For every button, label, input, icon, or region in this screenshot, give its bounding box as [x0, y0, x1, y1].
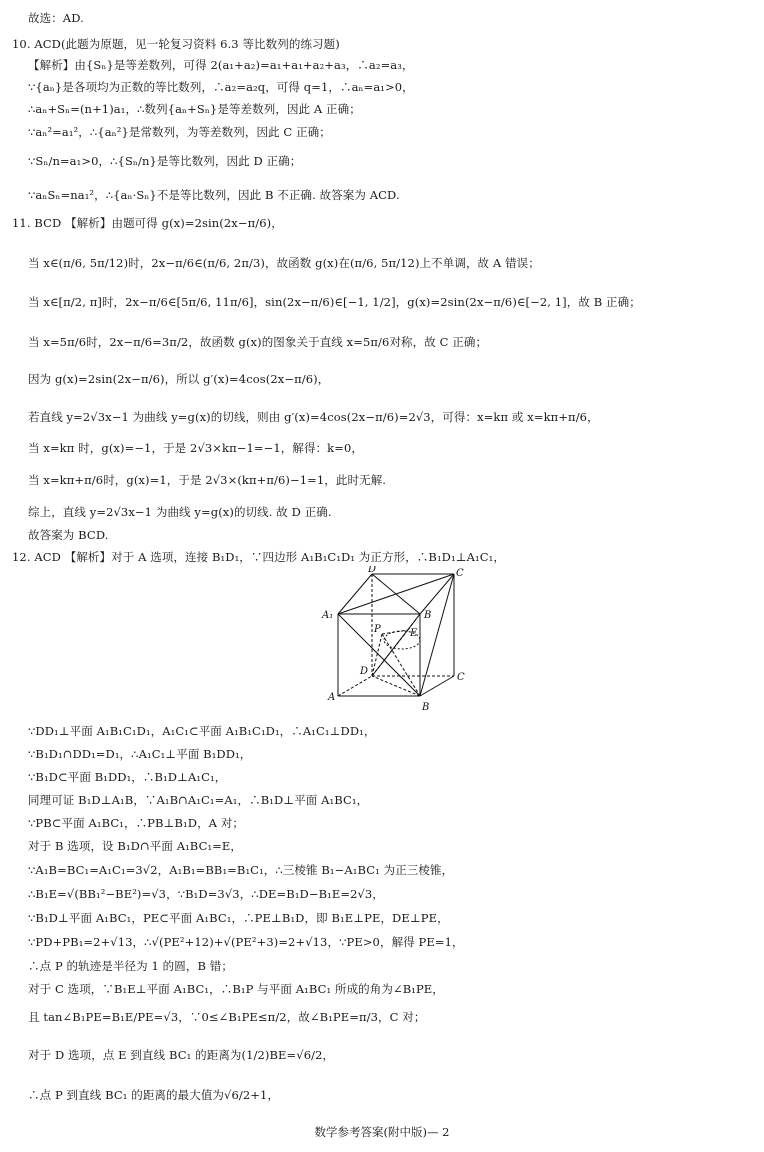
text-line: 当 x=kπ 时，g(x)=−1，于是 2√3×kπ−1=−1，解得：k=0， [28, 441, 364, 455]
cube-figure [318, 566, 468, 716]
text-line: 当 x∈(π/6, 5π/12)时，2x−π/6∈(π/6, 2π/3)，故函数 g(x)在(π/6, 5π/12)上不单调，故 A 错误； [28, 256, 540, 270]
question-10-header: 10. ACD(此题为原题，见一轮复习资料 6.3 等比数列的练习题) [12, 37, 340, 51]
text-line: 当 x=kπ+π/6时，g(x)=1，于是 2√3×(kπ+π/6)−1=1，此时无解. [28, 473, 387, 487]
text-line: ∵A₁B=BC₁=A₁C₁=3√2，A₁B₁=BB₁=B₁C₁，∴三棱锥 B₁−A₁BC₁ 为正三棱锥， [28, 863, 454, 877]
vertex-label-b: B [422, 702, 430, 713]
text-line: 因为 g(x)=2sin(2x−π/6)，所以 g′(x)=4cos(2x−π/6)， [28, 372, 330, 386]
text-line: 综上，直线 y=2√3x−1 为曲线 y=g(x)的切线. 故 D 正确. [28, 505, 332, 519]
text-line: ∵aₙ²=a₁²，∴{aₙ²}是常数列，为等差数列，因此 C 正确； [28, 125, 331, 139]
text-line: 【解析】由{Sₙ}是等差数列，可得 2(a₁+a₂)=a₁+a₁+a₂+a₃，∴a₂=a₃， [28, 58, 414, 72]
text-line: 对于 B 选项，设 B₁D∩平面 A₁BC₁=E， [28, 839, 243, 853]
vertex-label-a1: A₁ [322, 610, 334, 621]
vertex-label-d: D [360, 666, 369, 677]
text-line: ∵B₁D⊥平面 A₁BC₁，PE⊂平面 A₁BC₁，∴PE⊥B₁D，即 B₁E⊥PE，DE⊥PE， [28, 911, 449, 925]
text-line: 对于 C 选项，∵B₁E⊥平面 A₁BC₁，∴B₁P 与平面 A₁BC₁ 所成的角为∠B₁PE， [28, 982, 444, 996]
text-line: 若直线 y=2√3x−1 为曲线 y=g(x)的切线，则由 g′(x)=4cos(2x−π/6)=2√3，可得：x=kπ 或 x=kπ+π/6， [28, 410, 599, 424]
text-line: ∵aₙSₙ=na₁²，∴{aₙ·Sₙ}不是等比数列，因此 B 不正确. 故答案为 ACD. [28, 188, 400, 202]
vertex-label-d1: D [368, 566, 377, 575]
text-line: ∴aₙ+Sₙ=(n+1)a₁，∴数列{aₙ+Sₙ}是等差数列，因此 A 正确； [28, 102, 361, 116]
question-11-header: 11. BCD 【解析】由题可得 g(x)=2sin(2x−π/6)， [12, 216, 283, 230]
text-line: 当 x∈[π/2, π]时，2x−π/6∈[5π/6, 11π/6]，sin(2x−π/6)∈[−1, 1/2]，g(x)=2sin(2x−π/6)∈[−2, 1]，故 B 正确； [28, 295, 641, 309]
page-footer: 数学参考答案(附中版)— 2 [314, 1125, 450, 1139]
point-label-p: P [374, 624, 381, 635]
point-label-e: E [410, 628, 418, 639]
text-line: ∵{aₙ}是各项均为正数的等比数列，∴a₂=a₂q，可得 q=1，∴aₙ=a₁>0， [28, 80, 414, 94]
question-12-header: 12. ACD 【解析】对于 A 选项，连接 B₁D₁，∵四边形 A₁B₁C₁D₁ 为正方形，∴B₁D₁⊥A₁C₁， [12, 550, 505, 564]
text-line: 且 tan∠B₁PE=B₁E/PE=√3，∵0≤∠B₁PE≤π/2，故∠B₁PE=π/3，C 对； [28, 1010, 426, 1024]
text-line: 故答案为 BCD. [28, 528, 109, 542]
text-line: ∵B₁D₁∩DD₁=D₁，∴A₁C₁⊥平面 B₁DD₁， [28, 747, 252, 761]
text-line: ∵DD₁⊥平面 A₁B₁C₁D₁，A₁C₁⊂平面 A₁B₁C₁D₁，∴A₁C₁⊥DD₁， [28, 724, 376, 738]
text-line: ∵B₁D⊂平面 B₁DD₁，∴B₁D⊥A₁C₁， [28, 770, 227, 784]
text-line: 故选：AD. [28, 11, 84, 25]
text-line: 同理可证 B₁D⊥A₁B，∵A₁B∩A₁C₁=A₁，∴B₁D⊥平面 A₁BC₁， [28, 793, 369, 807]
text-line: ∴点 P 到直线 BC₁ 的距离的最大值为√6/2+1， [28, 1088, 280, 1102]
text-line: 对于 D 选项，点 E 到直线 BC₁ 的距离为(1/2)BE=√6/2， [28, 1048, 335, 1062]
vertex-label-c1: C [456, 568, 464, 579]
text-line: ∴B₁E=√(BB₁²−BE²)=√3，∵B₁D=3√3，∴DE=B₁D−B₁E=2√3， [28, 887, 384, 901]
text-line: ∵PD+PB₁=2+√13，∴√(PE²+12)+√(PE²+3)=2+√13，∵PE>0，解得 PE=1， [28, 935, 464, 949]
text-line: 当 x=5π/6时，2x−π/6=3π/2，故函数 g(x)的图象关于直线 x=5π/6对称，故 C 正确； [28, 335, 488, 349]
vertex-label-c: C [457, 672, 465, 683]
text-line: ∵Sₙ/n=a₁>0，∴{Sₙ/n}是等比数列，因此 D 正确； [28, 154, 302, 168]
vertex-label-b1: B [424, 610, 432, 621]
vertex-label-a: A [328, 692, 336, 703]
text-line: ∴点 P 的轨迹是半径为 1 的圆，B 错； [28, 959, 233, 973]
text-line: ∵PB⊂平面 A₁BC₁，∴PB⊥B₁D，A 对； [28, 816, 245, 830]
